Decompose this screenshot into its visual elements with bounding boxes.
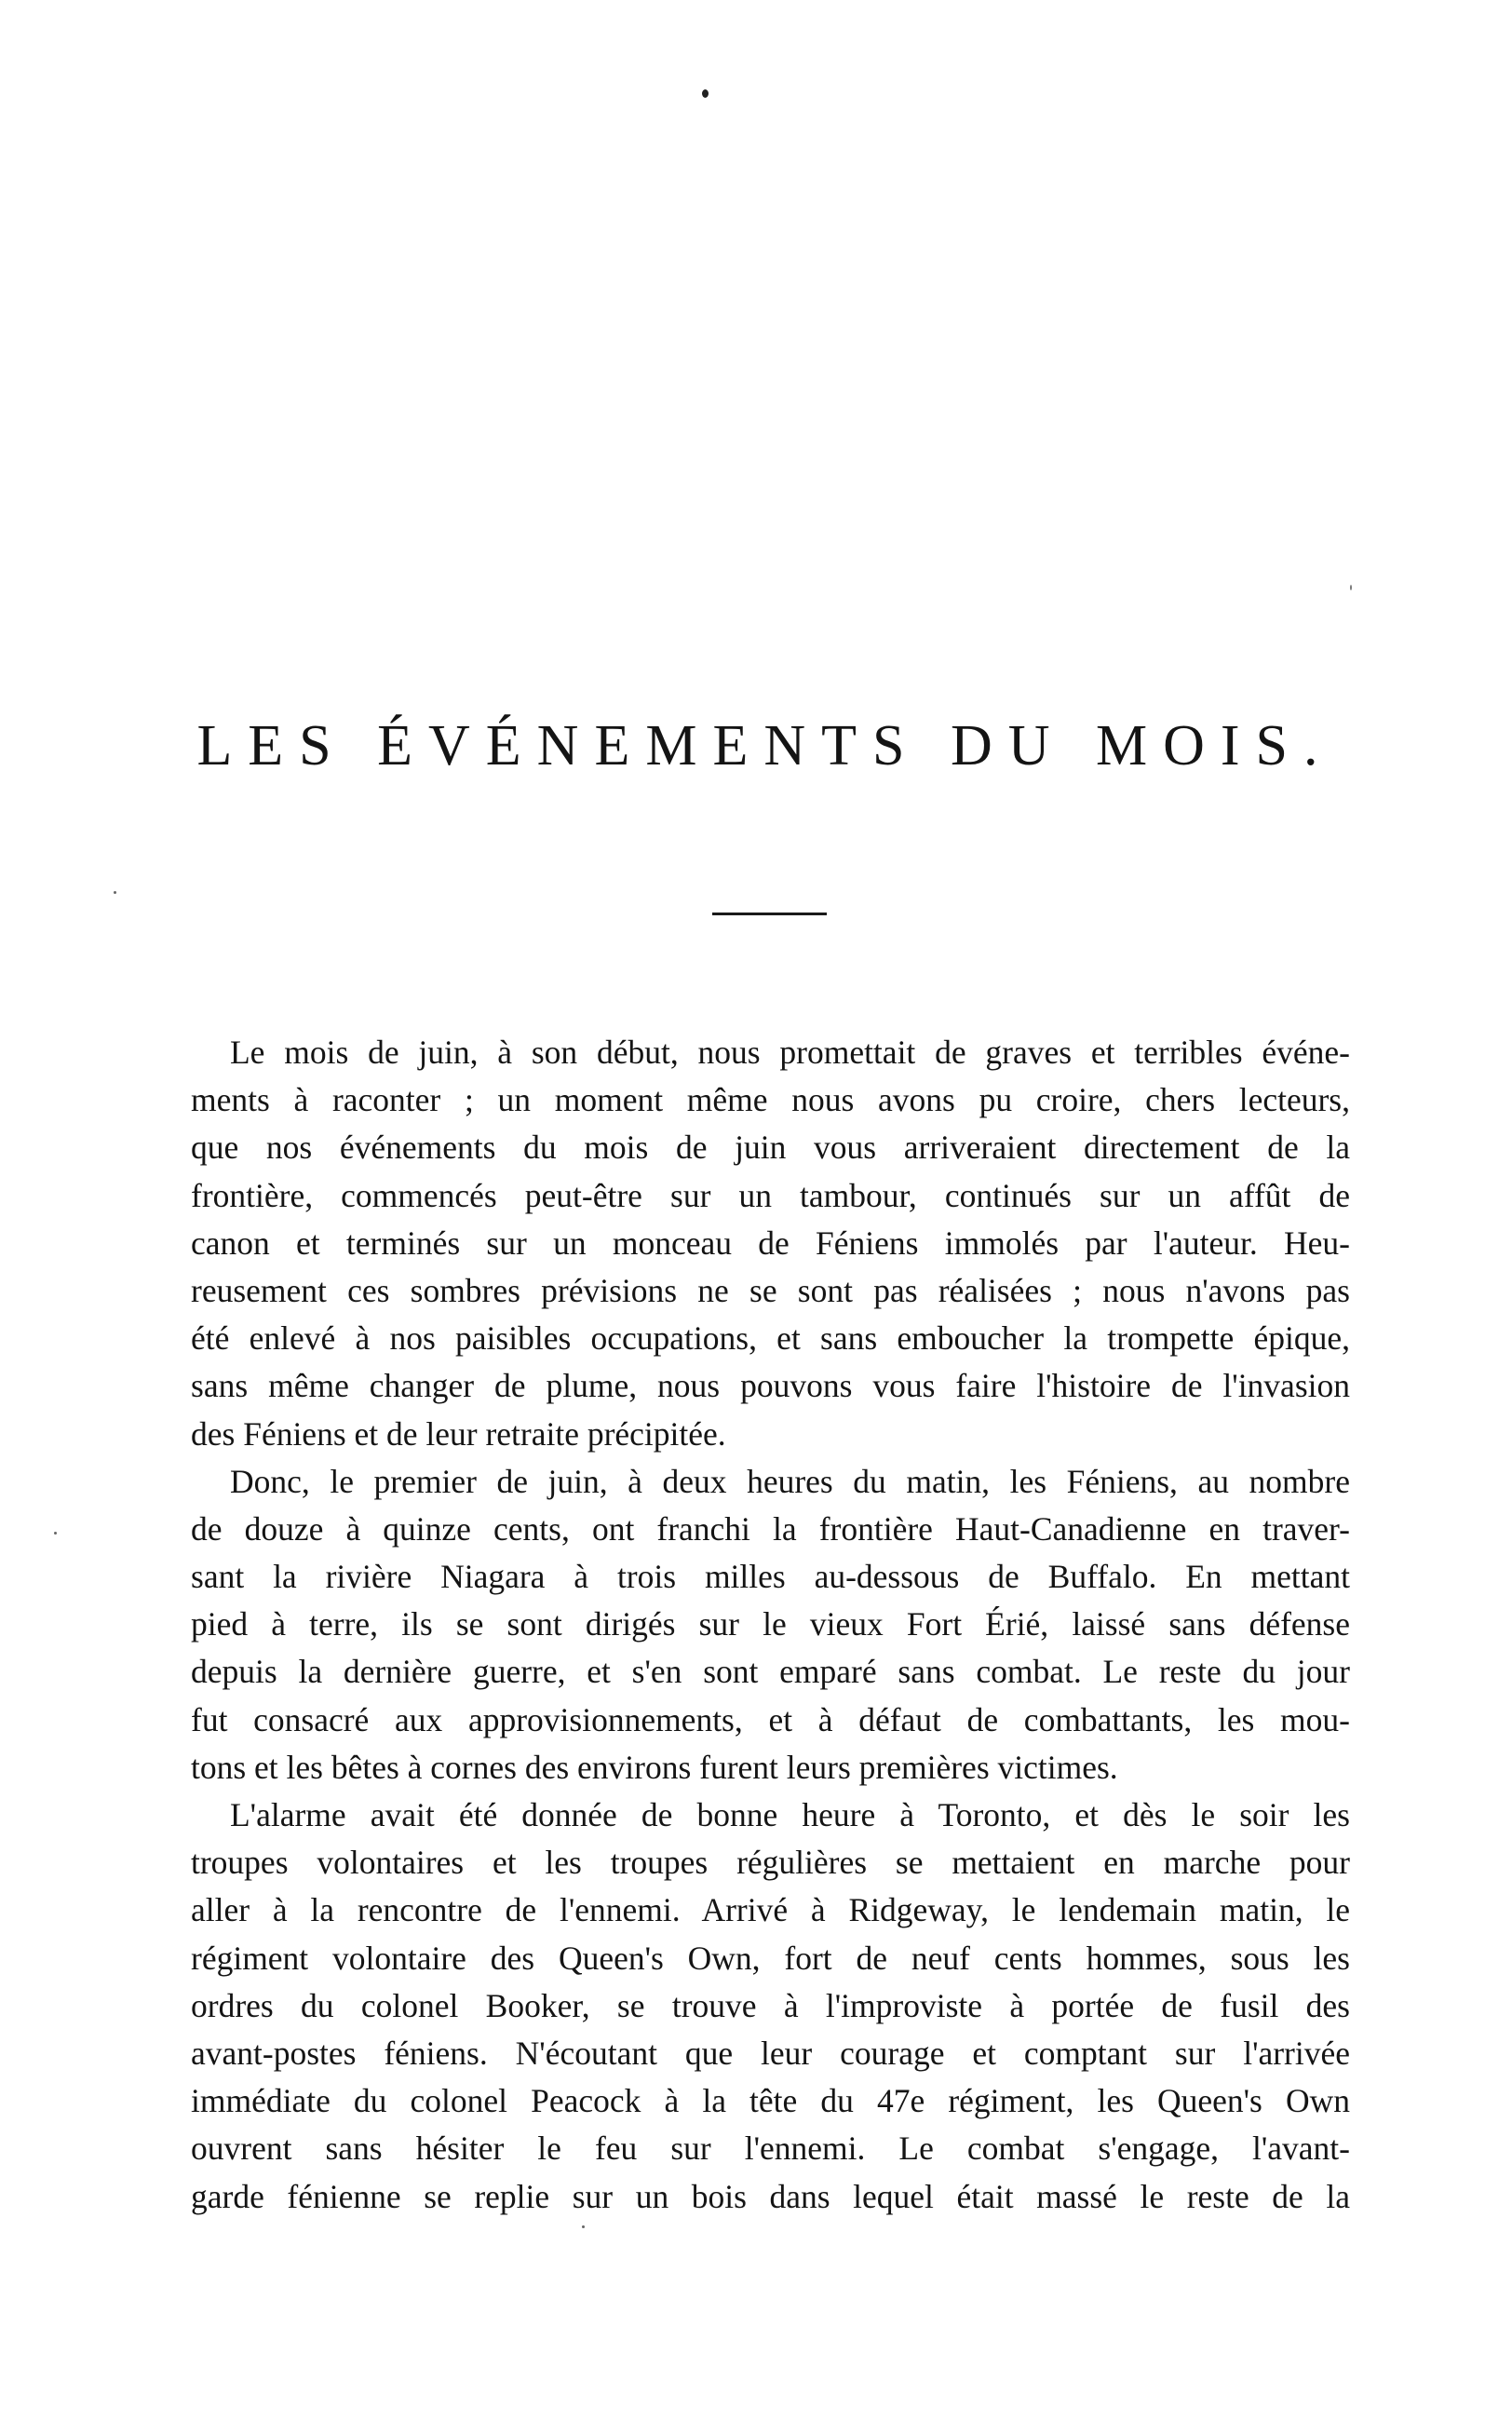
text-line: troupes volontaires et les troupes régulières se mettaient en marche pour [191, 1844, 1350, 1882]
article-title: LES ÉVÉNEMENTS DU MOIS. [196, 714, 1334, 778]
text-line: L'alarme avait été donnée de bonne heure à Toronto, et dès le soir les [230, 1796, 1350, 1833]
text-line: pied à terre, ils se sont dirigés sur le vieux Fort Érié, laissé sans défense [191, 1605, 1350, 1643]
text-line: ments à raconter ; un moment même nous avons pu croire, chers lecteurs, [191, 1081, 1350, 1119]
text-line: que nos événements du mois de juin vous arriveraient directement de la [191, 1129, 1350, 1167]
scan-speck [54, 1532, 57, 1535]
text-line: avant-postes féniens. N'écoutant que leur courage et comptant sur l'arrivée [191, 2034, 1350, 2072]
scan-speck [1350, 585, 1352, 590]
scan-speck [702, 89, 709, 98]
text-line: canon et terminés sur un monceau de Féniens immolés par l'auteur. Heu- [191, 1224, 1350, 1262]
text-line: des Féniens et de leur retraite précipitée. [191, 1414, 726, 1453]
text-line: sant la rivière Niagara à trois milles au-dessous de Buffalo. En mettant [191, 1558, 1350, 1596]
text-line: Donc, le premier de juin, à deux heures du matin, les Féniens, au nombre [230, 1462, 1350, 1500]
text-line: immédiate du colonel Peacock à la tête du 47e régiment, les Queen's Own [191, 2082, 1350, 2120]
text-line: sans même changer de plume, nous pouvons vous faire l'histoire de l'invasion [191, 1367, 1350, 1405]
scan-speck [114, 891, 116, 894]
text-line: ouvrent sans hésiter le feu sur l'ennemi. Le combat s'engage, l'avant- [191, 2130, 1350, 2168]
article-body [191, 1029, 1350, 2221]
text-line: fut consacré aux approvisionnements, et à défaut de combattants, les mou- [191, 1700, 1350, 1738]
text-line: aller à la rencontre de l'ennemi. Arrivé à Ridgeway, le lendemain matin, le [191, 1891, 1350, 1929]
text-line: ordres du colonel Booker, se trouve à l'improviste à portée de fusil des [191, 1986, 1350, 2024]
text-line: garde fénienne se replie sur un bois dans lequel était massé le reste de la [191, 2177, 1350, 2215]
text-line: frontière, commencés peut-être sur un tambour, continués sur un affût de [191, 1176, 1350, 1214]
text-line: régiment volontaire des Queen's Own, fort de neuf cents hommes, sous les [191, 1939, 1350, 1977]
text-line: Le mois de juin, à son début, nous promettait de graves et terribles événe- [230, 1034, 1350, 1071]
text-line: depuis la dernière guerre, et s'en sont emparé sans combat. Le reste du jour [191, 1653, 1350, 1691]
text-line: tons et les bêtes à cornes des environs furent leurs premières victimes. [191, 1748, 1118, 1786]
text-line: de douze à quinze cents, ont franchi la frontière Haut-Canadienne en traver- [191, 1509, 1350, 1548]
title-rule [712, 913, 827, 915]
scan-speck [582, 2225, 585, 2228]
text-line: reusement ces sombres prévisions ne se sont pas réalisées ; nous n'avons pas [191, 1271, 1350, 1309]
text-line: été enlevé à nos paisibles occupations, et sans emboucher la trompette épique, [191, 1319, 1350, 1358]
